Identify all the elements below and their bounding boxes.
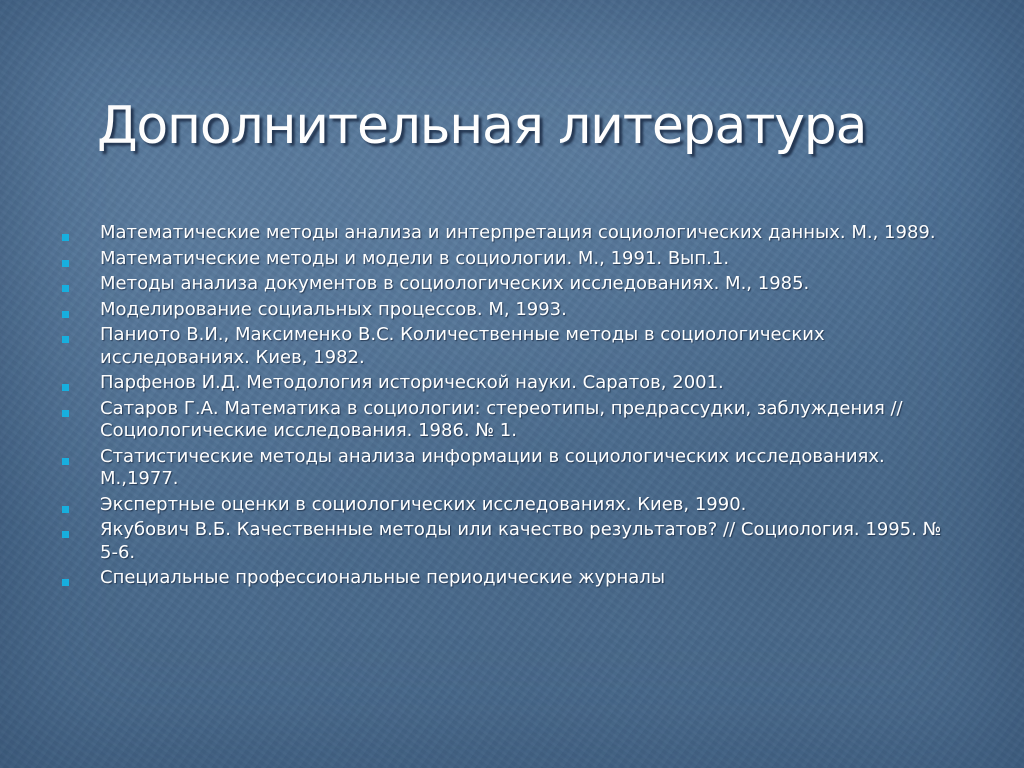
list-item-text: Паниото В.И., Максименко В.С. Количественные методы в социологических исследованиях. Киев, 1982. — [100, 324, 825, 368]
square-bullet-icon — [62, 531, 69, 538]
list-item-text: Экспертные оценки в социологических исследованиях. Киев, 1990. — [100, 493, 747, 515]
list-item-text: Методы анализа документов в социологических исследованиях. М., 1985. — [100, 273, 810, 294]
square-bullet-icon — [62, 506, 69, 513]
list-item — [62, 324, 962, 369]
list-item — [62, 494, 962, 517]
list-item-text: Статистические методы анализа информации в социологических исследованиях. М.,1977. — [100, 445, 885, 489]
list-item — [62, 299, 962, 322]
square-bullet-icon — [62, 311, 69, 318]
square-bullet-icon — [62, 336, 69, 343]
list-item-text: Парфенов И.Д. Методология исторической науки. Саратов, 2001. — [100, 372, 724, 393]
list-item-text: Сатаров Г.А. Математика в социологии: стереотипы, предрассудки, заблуждения // Социологические исследования. 1986. № 1. — [100, 397, 903, 441]
list-item-text: Математические методы анализа и интерпретация социологических данных. М., 1989. — [100, 222, 936, 243]
square-bullet-icon — [62, 285, 69, 292]
square-bullet-icon — [62, 579, 69, 586]
square-bullet-icon — [62, 410, 69, 417]
list-item — [62, 222, 962, 245]
list-item — [62, 519, 962, 564]
list-item — [62, 398, 962, 443]
list-item — [62, 567, 962, 590]
slide-title: Дополнительная литература — [97, 96, 867, 156]
square-bullet-icon — [62, 384, 69, 391]
list-item — [62, 446, 962, 491]
list-item — [62, 273, 962, 296]
list-item-text: Моделирование социальных процессов. М, 1993. — [100, 298, 567, 320]
square-bullet-icon — [62, 234, 69, 241]
list-item-text: Математические методы и модели в социологии. М., 1991. Вып.1. — [100, 247, 730, 269]
square-bullet-icon — [62, 458, 69, 465]
list-item-text: Якубович В.Б. Качественные методы или качество результатов? // Социология. 1995. № 5-6. — [100, 519, 942, 563]
list-item — [62, 248, 962, 271]
list-item-text: Специальные профессиональные периодические журналы — [100, 567, 666, 588]
literature-list — [62, 222, 962, 593]
list-item — [62, 372, 962, 395]
square-bullet-icon — [62, 260, 69, 267]
